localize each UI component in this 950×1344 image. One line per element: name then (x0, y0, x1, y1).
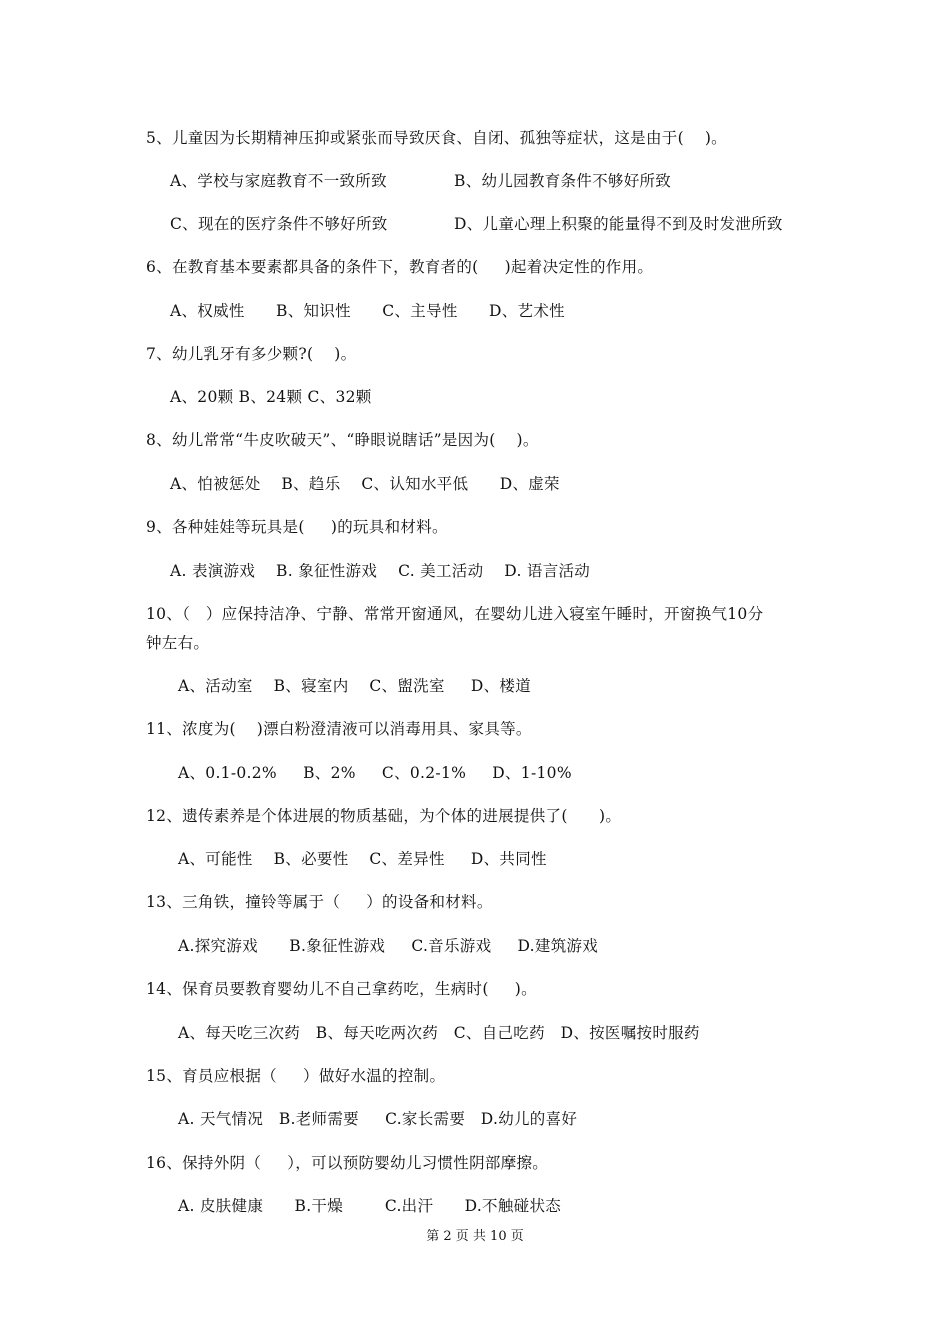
question-9-options: A. 表演游戏 B. 象征性游戏 C. 美工活动 D. 语言活动 (170, 562, 591, 580)
question-14-stem: 14、保育员要教育婴幼儿不自己拿药吃，生病时( )。 (146, 980, 537, 998)
question-5-option-b: B、幼儿园教育条件不够好所致 (454, 172, 672, 190)
question-5-stem: 5、儿童因为长期精神压抑或紧张而导致厌食、自闭、孤独等症状，这是由于( )。 (146, 129, 727, 147)
question-5-option-c: C、现在的医疗条件不够好所致 (170, 215, 388, 233)
question-15-options: A. 天气情况 B.老师需要 C.家长需要 D.幼儿的喜好 (178, 1110, 578, 1128)
question-13-stem: 13、三角铁，撞铃等属于（ ）的设备和材料。 (146, 893, 493, 911)
question-10-stem-line-1: 10、（ ）应保持洁净、宁静、常常开窗通风，在婴幼儿进入寝室午睡时，开窗换气10分 (146, 605, 764, 623)
question-8-stem: 8、幼儿常常“牛皮吹破天”、“睁眼说瞎话”是因为( )。 (146, 431, 539, 449)
question-13-options: A.探究游戏 B.象征性游戏 C.音乐游戏 D.建筑游戏 (178, 937, 599, 955)
question-9-stem: 9、各种娃娃等玩具是( )的玩具和材料。 (146, 518, 448, 536)
page-number-footer: 第 2 页 共 10 页 (426, 1229, 524, 1244)
question-11-options: A、0.1-0.2% B、2% C、0.2-1% D、1-10% (178, 764, 572, 782)
question-6-stem: 6、在教育基本要素都具备的条件下，教育者的( )起着决定性的作用。 (146, 258, 654, 276)
question-11-stem: 11、浓度为( )漂白粉澄清液可以消毒用具、家具等。 (146, 720, 532, 738)
question-10-options: A、活动室 B、寝室内 C、盥洗室 D、楼道 (178, 677, 532, 695)
question-14-options: A、每天吃三次药 B、每天吃两次药 C、自己吃药 D、按医嘱按时服药 (178, 1024, 700, 1042)
question-5-option-d: D、儿童心理上积聚的能量得不到及时发泄所致 (454, 215, 783, 233)
question-12-stem: 12、遗传素养是个体进展的物质基础，为个体的进展提供了( )。 (146, 807, 622, 825)
question-15-stem: 15、育员应根据（ ）做好水温的控制。 (146, 1067, 446, 1085)
question-10-stem-line-2: 钟左右。 (146, 634, 210, 652)
question-8-options: A、怕被惩处 B、趋乐 C、认知水平低 D、虚荣 (170, 475, 560, 493)
question-6-options: A、权威性 B、知识性 C、主导性 D、艺术性 (170, 302, 565, 320)
question-16-options: A. 皮肤健康 B.干燥 C.出汗 D.不触碰状态 (178, 1197, 562, 1215)
question-5-option-a: A、学校与家庭教育不一致所致 (170, 172, 387, 190)
question-7-stem: 7、幼儿乳牙有多少颗?( )。 (146, 345, 357, 363)
question-7-options: A、20颗 B、24颗 C、32颗 (170, 388, 372, 406)
question-16-stem: 16、保持外阴（ ），可以预防婴幼儿习惯性阴部摩擦。 (146, 1154, 549, 1172)
question-12-options: A、可能性 B、必要性 C、差异性 D、共同性 (178, 850, 547, 868)
